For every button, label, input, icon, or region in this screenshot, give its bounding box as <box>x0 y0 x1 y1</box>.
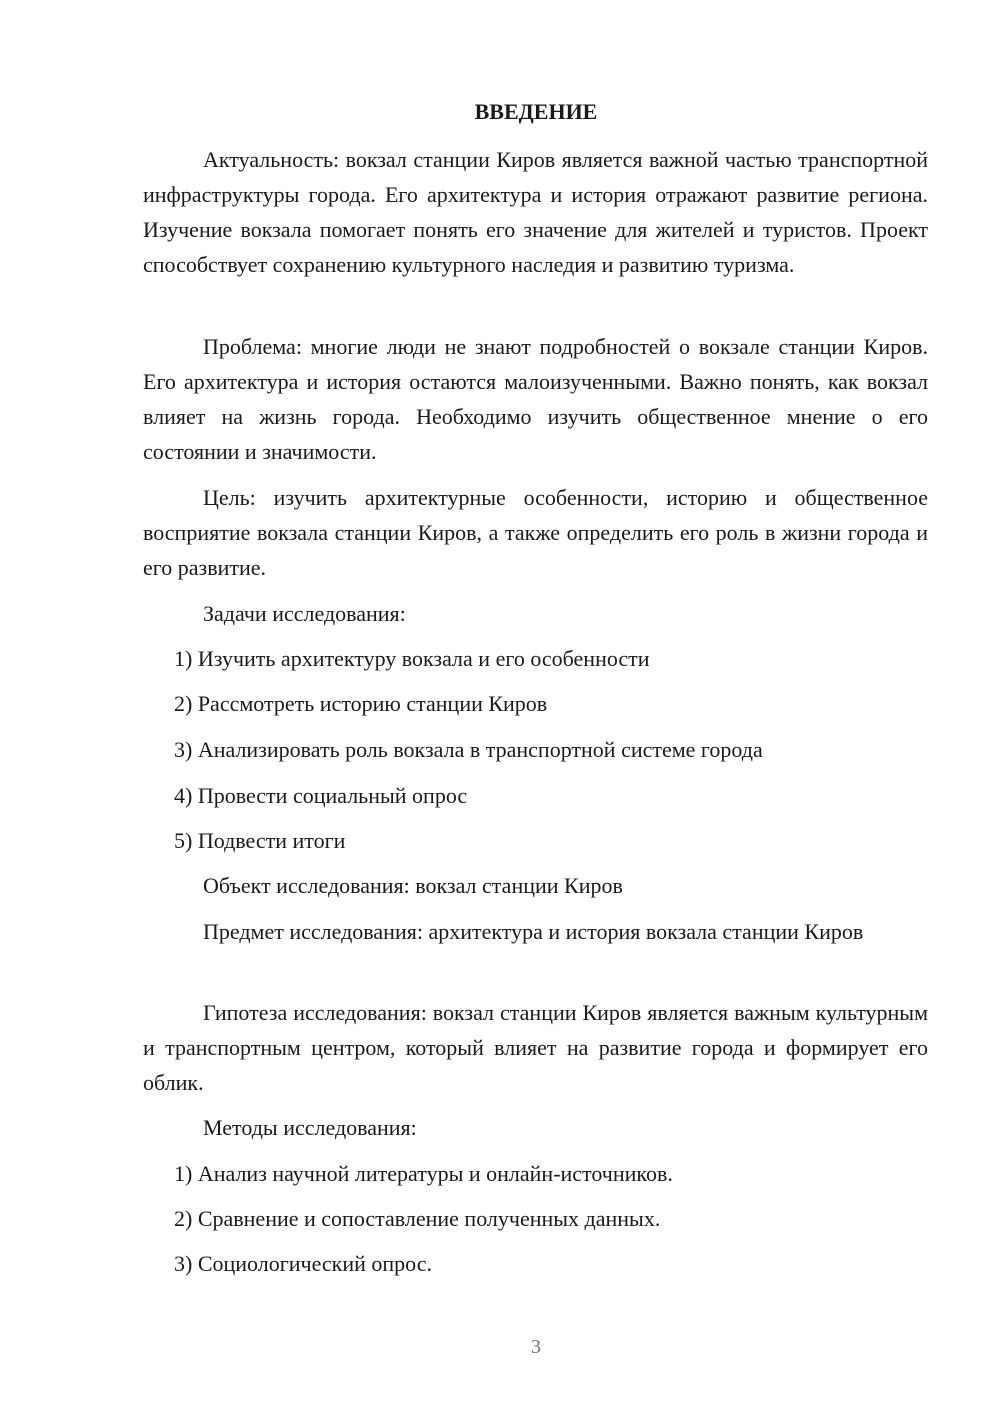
task-item: 2) Рассмотреть историю станции Киров <box>174 691 548 716</box>
method-item: 2) Сравнение и сопоставление полученных данных. <box>174 1206 661 1231</box>
hypothesis-paragraph: Гипотеза исследования: вокзал станции Киров является важным культурным и транспортным центром, который влияет на развитие города и формирует его облик. <box>143 1000 928 1095</box>
task-item: 1) Изучить архитектуру вокзала и его особенности <box>174 646 650 671</box>
task-item: 3) Анализировать роль вокзала в транспортной системе города <box>174 737 763 762</box>
subject-paragraph: Предмет исследования: архитектура и история вокзала станции Киров <box>203 919 864 944</box>
goal-paragraph: Цель: изучить архитектурные особенности, историю и общественное восприятие вокзала станции Киров, а также определить его роль в жизни города и его развитие. <box>143 485 928 580</box>
page-number: 3 <box>531 1336 541 1358</box>
problem-paragraph: Проблема: многие люди не знают подробностей о вокзале станции Киров. Его архитектура и история остаются малоизученными. Важно понять, как вокзал влияет на жизнь города. Необходимо изучить общественное мнение о его состоянии и значимости. <box>143 334 928 464</box>
task-item: 4) Провести социальный опрос <box>174 783 468 808</box>
object-line: Объект исследования: вокзал станции Киров <box>203 873 623 898</box>
method-item: 1) Анализ научной литературы и онлайн-источников. <box>174 1161 673 1186</box>
relevance-paragraph: Актуальность: вокзал станции Киров является важной частью транспортной инфраструктуры города. Его архитектура и история отражают развитие региона. Изучение вокзала помогает понять его значение для жителей и туристов. Проект способствует сохранению культурного наследия и развитию туризма. <box>143 147 928 277</box>
tasks-heading: Задачи исследования: <box>203 601 406 626</box>
section-title: ВВЕДЕНИЕ <box>474 99 598 124</box>
methods-heading: Методы исследования: <box>203 1115 417 1140</box>
method-item: 3) Социологический опрос. <box>174 1251 432 1276</box>
task-item: 5) Подвести итоги <box>174 828 346 853</box>
